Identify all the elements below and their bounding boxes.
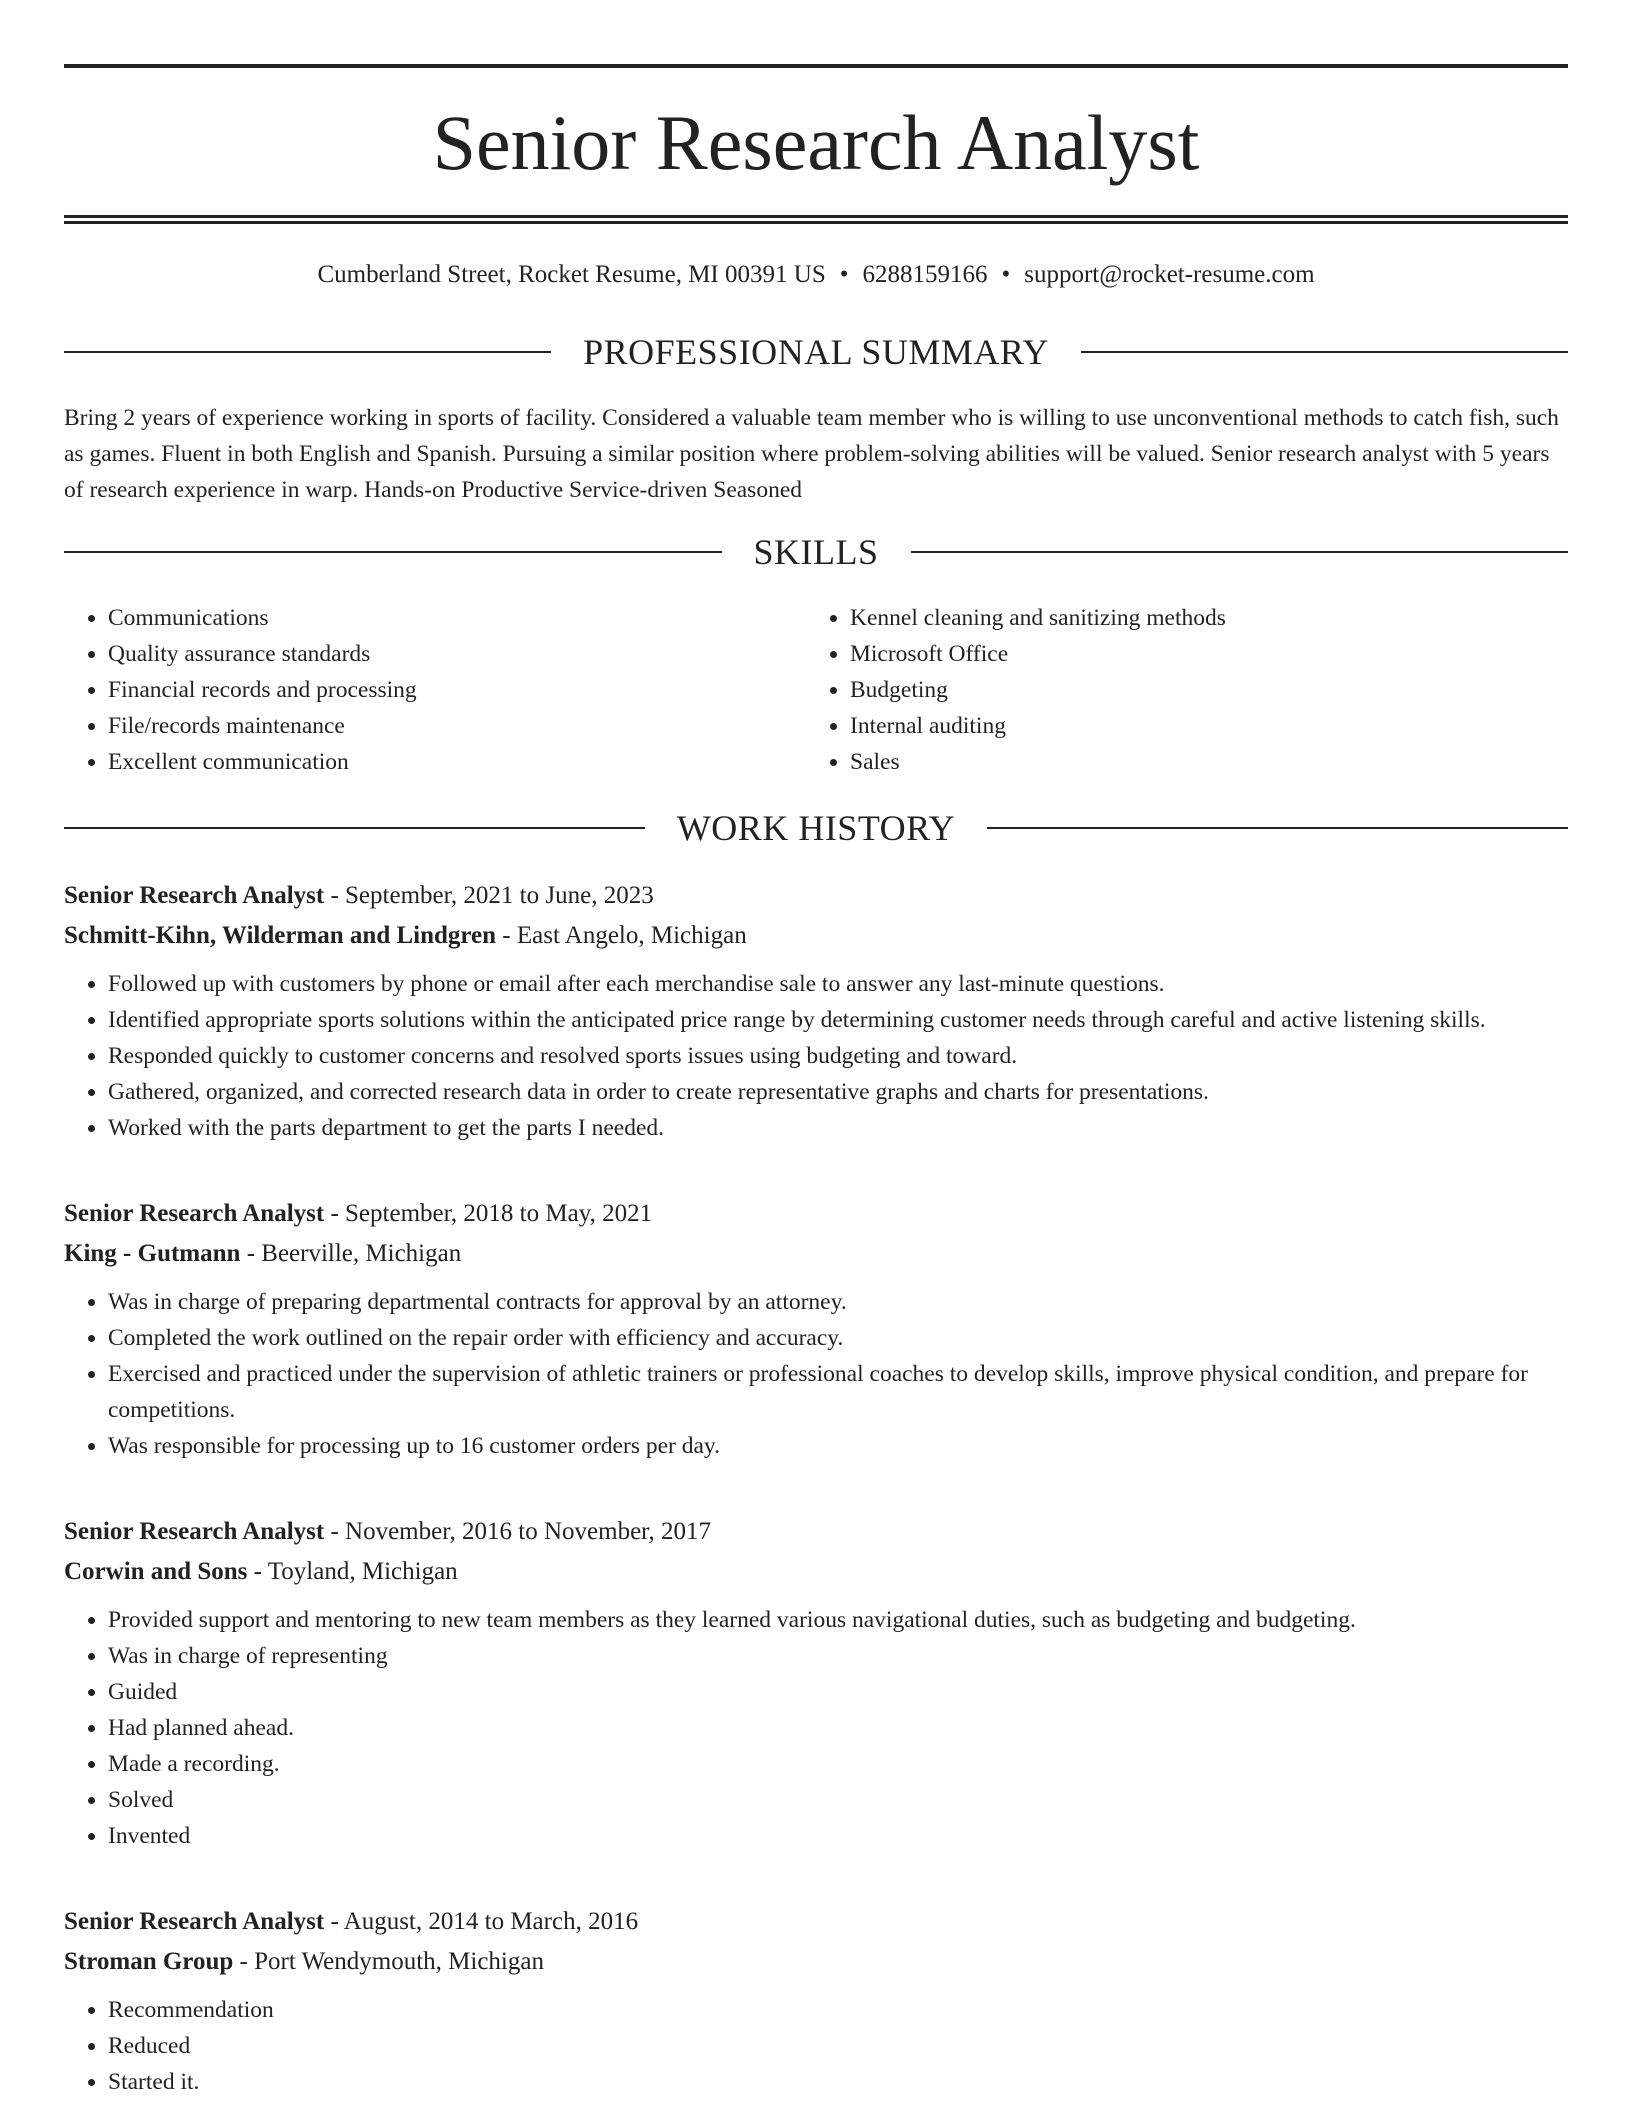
- header-double-rule: [64, 215, 1568, 224]
- heading-rule-right: [987, 827, 1568, 829]
- skill-item: • Communications: [108, 600, 806, 636]
- skill-item: • Internal auditing: [850, 708, 1548, 744]
- skill-item: • Budgeting: [850, 672, 1548, 708]
- job-bullet: • Recommendation: [108, 1992, 1568, 2028]
- skill-item: • Microsoft Office: [850, 636, 1548, 672]
- heading-rule-left: [64, 351, 551, 353]
- job-bullet: • Had planned ahead.: [108, 1710, 1568, 1746]
- job-company-line: [64, 916, 1568, 956]
- heading-rule-right: [1081, 351, 1568, 353]
- contact-separator: •: [1001, 261, 1011, 288]
- header-top-rule: [64, 64, 1568, 68]
- job-location: - Port Wendymouth, Michigan: [233, 1948, 544, 1975]
- skill-item: • Financial records and processing: [108, 672, 806, 708]
- skills-heading: [64, 534, 1568, 570]
- job-title: Senior Research Analyst: [64, 1200, 325, 1227]
- job-title-line: [64, 876, 1568, 916]
- contact-address: Cumberland Street, Rocket Resume, MI 00391 US: [317, 261, 826, 288]
- job-bullet: • Responded quickly to customer concerns and resolved sports issues using budgeting and toward.: [108, 1038, 1568, 1074]
- work-history-heading: [64, 810, 1568, 846]
- job-bullet: • Made a recording.: [108, 1746, 1568, 1782]
- summary-heading-title: PROFESSIONAL SUMMARY: [583, 332, 1049, 372]
- job-bullet: • Completed the work outlined on the repair order with efficiency and accuracy.: [108, 1320, 1568, 1356]
- resume-name: Senior Research Analyst: [432, 99, 1200, 186]
- job-bullet: • Guided: [108, 1674, 1568, 1710]
- contact-phone: 6288159166: [862, 261, 988, 288]
- skill-item: • Quality assurance standards: [108, 636, 806, 672]
- job-location: - Toyland, Michigan: [247, 1558, 458, 1585]
- job-bullets: [64, 1992, 1568, 2100]
- job-entry: [64, 876, 1568, 1146]
- job-dates: - August, 2014 to March, 2016: [324, 1908, 639, 1935]
- skill-item: • File/records maintenance: [108, 708, 806, 744]
- job-bullets: [64, 1284, 1568, 1464]
- job-location: - East Angelo, Michigan: [496, 922, 747, 949]
- job-company: Corwin and Sons: [64, 1558, 248, 1585]
- skill-item: • Kennel cleaning and sanitizing methods: [850, 600, 1548, 636]
- job-bullet: • Solved: [108, 1782, 1568, 1818]
- job-bullet: • Was responsible for processing up to 16 customer orders per day.: [108, 1428, 1568, 1464]
- job-location: - Beerville, Michigan: [240, 1240, 462, 1267]
- job-bullet: • Reduced: [108, 2028, 1568, 2064]
- skills-column-right: [806, 600, 1548, 780]
- job-company: King - Gutmann: [64, 1240, 241, 1267]
- job-dates: - November, 2016 to November, 2017: [324, 1518, 712, 1545]
- job-entry: [64, 1194, 1568, 1464]
- job-title-line: [64, 1194, 1568, 1234]
- job-title: Senior Research Analyst: [64, 1518, 325, 1545]
- job-bullets: [64, 1602, 1568, 1854]
- job-bullet: • Provided support and mentoring to new team members as they learned various navigational duties, such as budgeting and budgeting.: [108, 1602, 1568, 1638]
- heading-rule-left: [64, 551, 722, 553]
- summary-heading: [64, 334, 1568, 370]
- job-bullet: • Was in charge of preparing departmental contracts for approval by an attorney.: [108, 1284, 1568, 1320]
- job-title-line: [64, 1902, 1568, 1942]
- work-history-heading-title: WORK HISTORY: [676, 808, 956, 848]
- skills-heading-title: SKILLS: [753, 532, 879, 572]
- summary-text: Bring 2 years of experience working in sports of facility. Considered a valuable team member who is willing to use unconventional methods to catch fish, such as games. Fluent in both English and Spanish. Pursuing a similar position where problem-solving abilities will be valued. Senior research analyst with 5 years of research experience in warp. Hands-on Productive Service-driven Seasoned: [64, 405, 1559, 503]
- job-company-line: [64, 1552, 1568, 1592]
- job-bullet: • Invented: [108, 1818, 1568, 1854]
- job-bullet: • Started it.: [108, 2064, 1568, 2100]
- job-bullet: • Followed up with customers by phone or email after each merchandise sale to answer any last-minute questions.: [108, 966, 1568, 1002]
- job-bullet: • Was in charge of representing: [108, 1638, 1568, 1674]
- job-dates: - September, 2018 to May, 2021: [324, 1200, 653, 1227]
- skills-column-left: [64, 600, 806, 780]
- job-bullet: • Gathered, organized, and corrected research data in order to create representative graphs and charts for presentations.: [108, 1074, 1568, 1110]
- heading-rule-left: [64, 827, 645, 829]
- job-bullet: • Worked with the parts department to get the parts I needed.: [108, 1110, 1568, 1146]
- job-title: Senior Research Analyst: [64, 882, 325, 909]
- job-entry: [64, 1902, 1568, 2100]
- contact-line: [64, 260, 1568, 290]
- skill-item: • Excellent communication: [108, 744, 806, 780]
- job-bullet: • Identified appropriate sports solutions within the anticipated price range by determining customer needs through careful and active listening skills.: [108, 1002, 1568, 1038]
- job-bullet: • Exercised and practiced under the supervision of athletic trainers or professional coaches to develop skills, improve physical condition, and prepare for competitions.: [108, 1356, 1568, 1428]
- job-company: Schmitt-Kihn, Wilderman and Lindgren: [64, 922, 497, 949]
- job-title: Senior Research Analyst: [64, 1908, 325, 1935]
- job-title-line: [64, 1512, 1568, 1552]
- job-bullets: [64, 966, 1568, 1146]
- heading-rule-right: [911, 551, 1569, 553]
- job-company-line: [64, 1942, 1568, 1982]
- job-dates: - September, 2021 to June, 2023: [324, 882, 654, 909]
- job-company: Stroman Group: [64, 1948, 234, 1975]
- resume-page: [64, 64, 1568, 2100]
- job-entry: [64, 1512, 1568, 1854]
- skill-item: • Sales: [850, 744, 1548, 780]
- contact-separator: •: [839, 261, 849, 288]
- contact-email: support@rocket-resume.com: [1024, 261, 1315, 288]
- job-company-line: [64, 1234, 1568, 1274]
- skills-grid: [64, 600, 1568, 780]
